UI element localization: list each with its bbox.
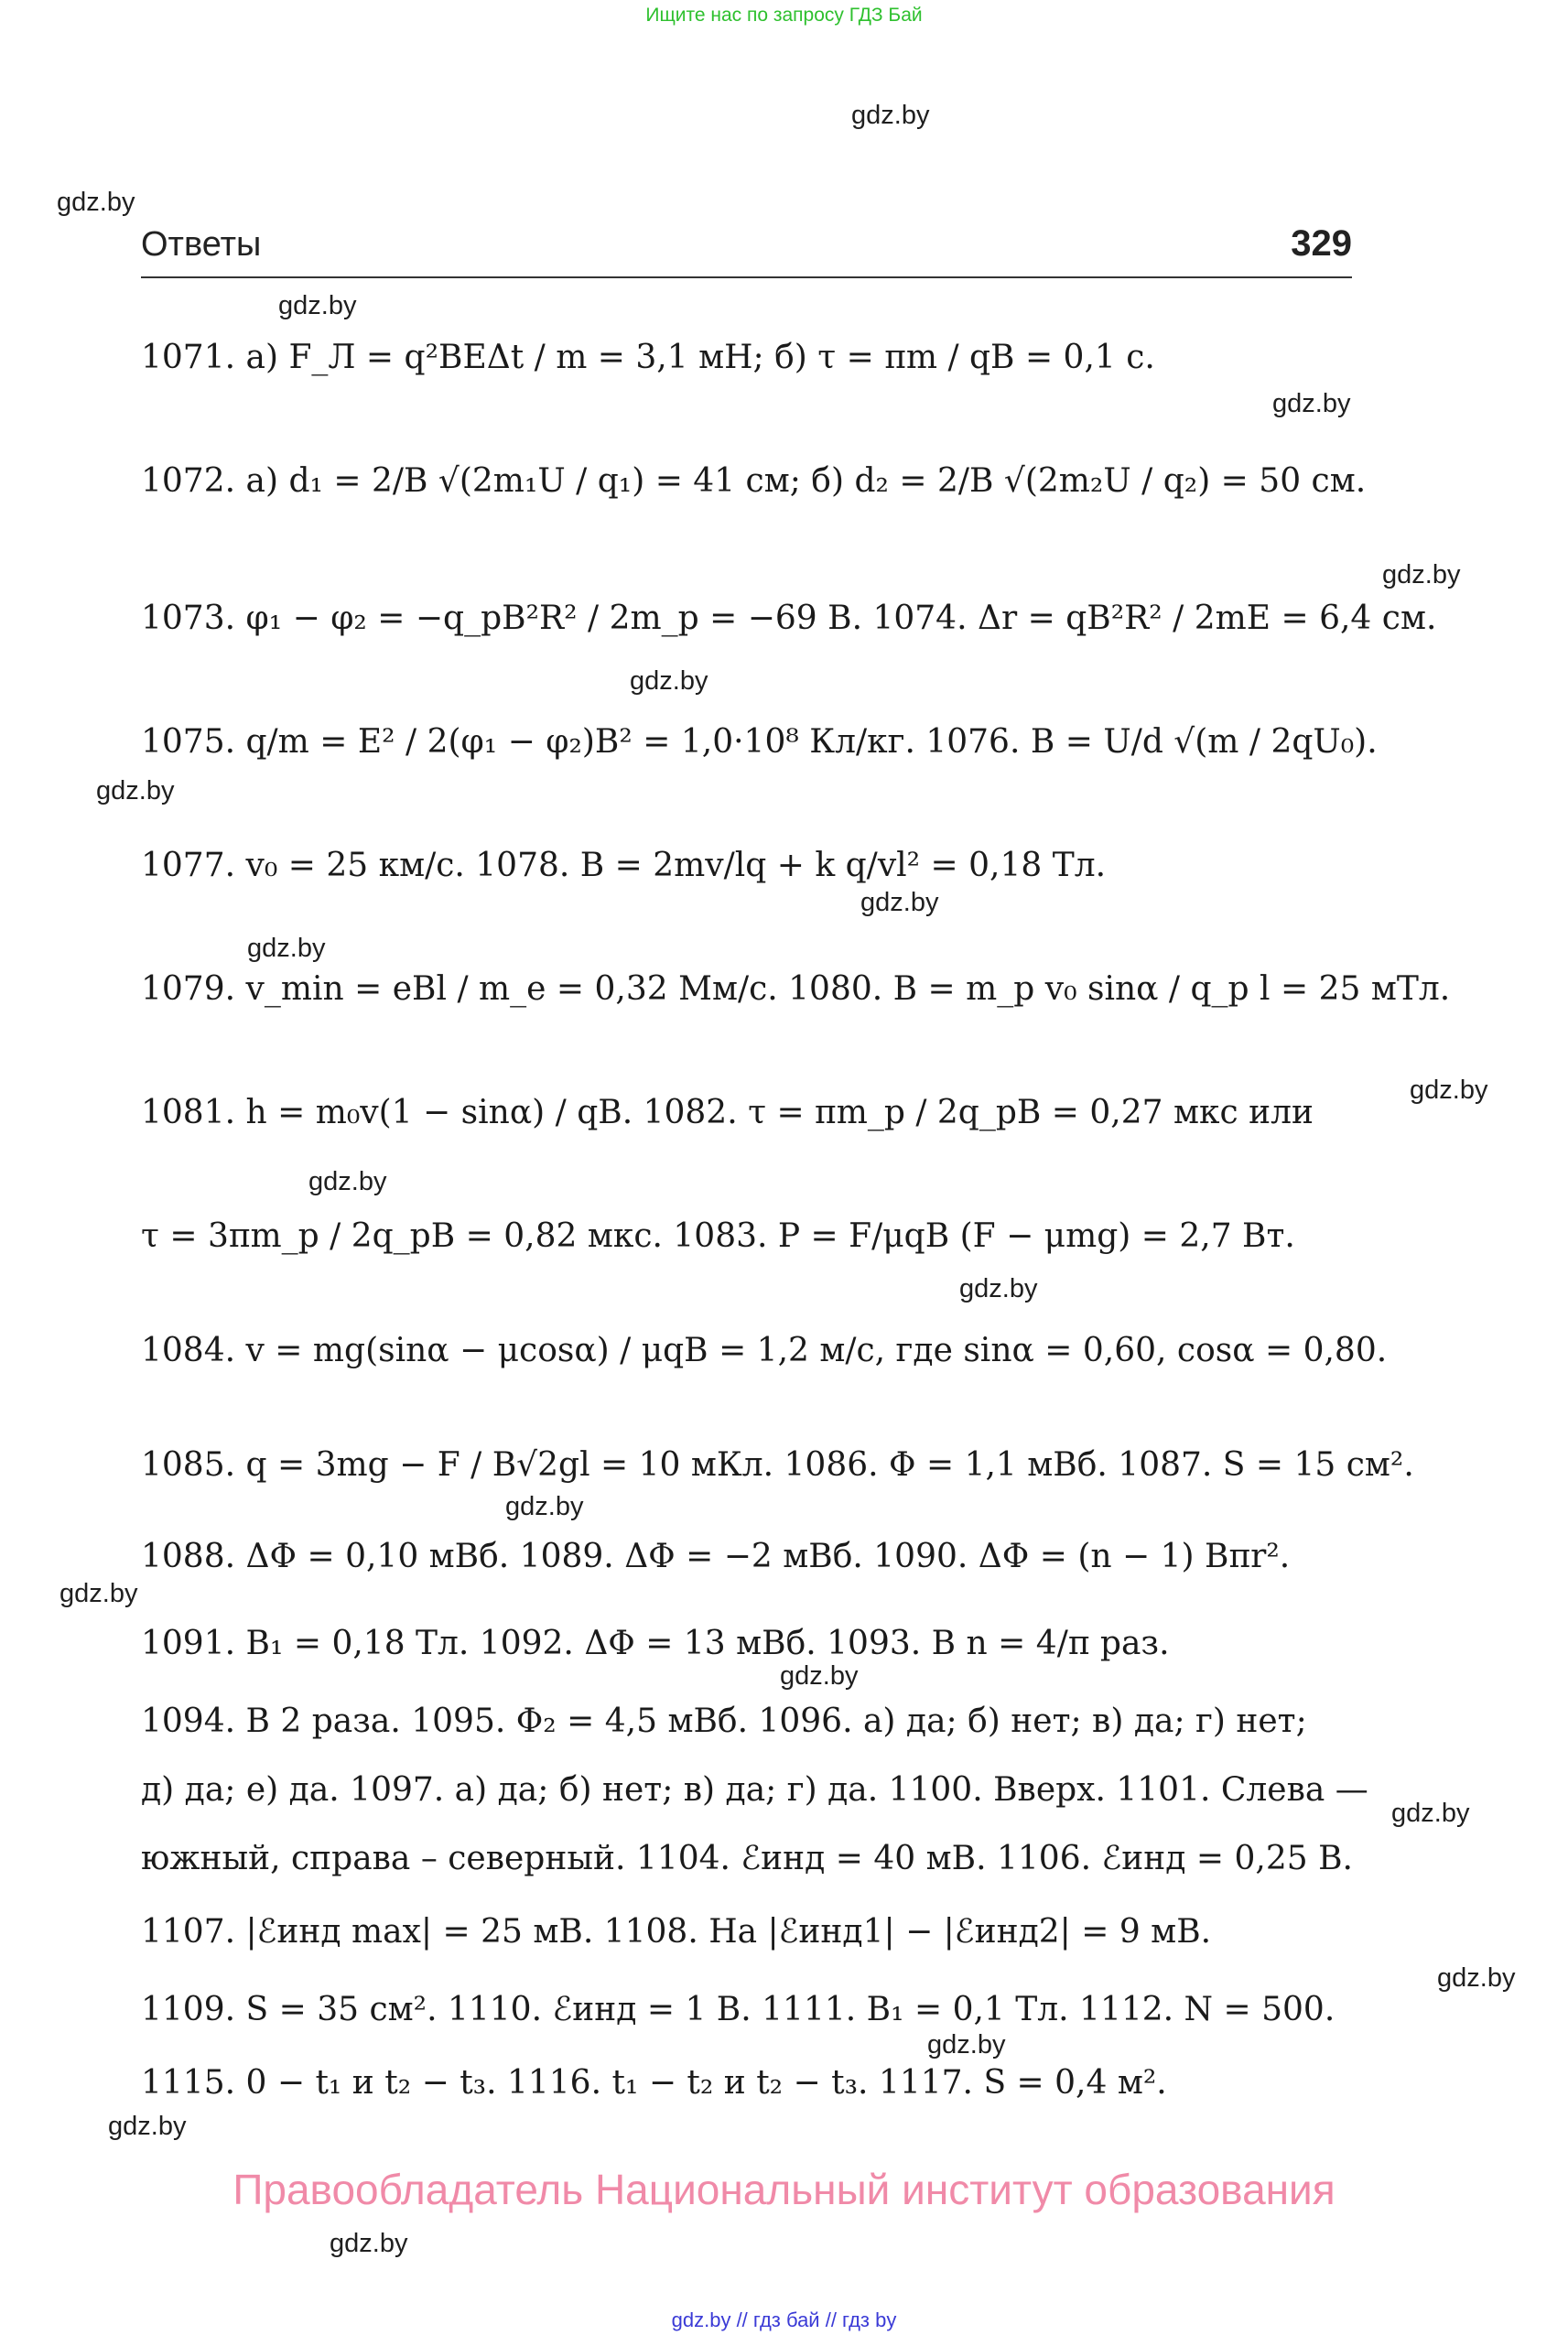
copyright-notice: Правообладатель Национальный институт образования <box>232 2166 1336 2213</box>
answer-line: 1094. В 2 раза. 1095. Φ₂ = 4,5 мВб. 1096. а) да; б) нет; в) да; г) нет; <box>141 1703 1307 1740</box>
watermark: gdz.by <box>630 666 708 696</box>
answer-line: 1107. |ℰинд max| = 25 мВ. 1108. На |ℰинд1| − |ℰинд2| = 9 мВ. <box>141 1913 1212 1951</box>
page-number: 329 <box>1291 223 1352 264</box>
answer-line: 1075. q/m = E² / 2(φ₁ − φ₂)B² = 1,0·10⁸ Кл/кг. 1076. B = U/d √(m / 2qU₀). <box>141 723 1378 761</box>
answer-line: д) да; е) да. 1097. а) да; б) нет; в) да; г) да. 1100. Вверх. 1101. Слева — <box>141 1771 1368 1809</box>
footer-links[interactable]: gdz.by // гдз бай // гдз by <box>671 2308 897 2331</box>
watermark: gdz.by <box>959 1274 1038 1303</box>
watermark: gdz.by <box>780 1661 859 1691</box>
page-title: Ответы <box>141 225 262 264</box>
answer-line: 1072. а) d₁ = 2/B √(2m₁U / q₁) = 41 см; б) d₂ = 2/B √(2m₂U / q₂) = 50 см. <box>141 462 1367 500</box>
answer-line: южный, справа – северный. 1104. ℰинд = 40 мВ. 1106. ℰинд = 0,25 В. <box>141 1840 1353 1877</box>
watermark: gdz.by <box>1391 1799 1470 1828</box>
watermark: gdz.by <box>57 188 135 217</box>
watermark: gdz.by <box>278 291 357 320</box>
answer-line: 1109. S = 35 см². 1110. ℰинд = 1 В. 1111. B₁ = 0,1 Тл. 1112. N = 500. <box>141 1991 1336 2028</box>
answer-line: 1088. ΔΦ = 0,10 мВб. 1089. ΔΦ = −2 мВб. 1090. ΔΦ = (n − 1) Bπr². <box>141 1538 1291 1575</box>
watermark: gdz.by <box>308 1167 387 1196</box>
watermark: gdz.by <box>247 934 326 963</box>
answer-line: 1115. 0 − t₁ и t₂ − t₃. 1116. t₁ − t₂ и t₂ − t₃. 1117. S = 0,4 м². <box>141 2064 1167 2102</box>
header-divider <box>141 276 1352 278</box>
top-banner: Ищите нас по запросу ГДЗ Бай <box>645 5 923 26</box>
answer-line: 1077. v₀ = 25 км/с. 1078. B = 2mv/lq + k q/vl² = 0,18 Тл. <box>141 847 1107 884</box>
watermark: gdz.by <box>1410 1076 1488 1105</box>
watermark: gdz.by <box>927 2030 1006 2060</box>
watermark: gdz.by <box>1382 560 1461 589</box>
answer-line: 1071. а) F_Л = q²BEΔt / m = 3,1 мН; б) τ = πm / qB = 0,1 с. <box>141 339 1155 376</box>
answer-line: 1073. φ₁ − φ₂ = −q_pB²R² / 2m_p = −69 В. 1074. Δr = qB²R² / 2mE = 6,4 см. <box>141 600 1437 637</box>
watermark: gdz.by <box>851 101 930 130</box>
watermark: gdz.by <box>108 2112 187 2141</box>
watermark: gdz.by <box>1437 1963 1516 1993</box>
answer-line: 1085. q = 3mg − F / B√2gl = 10 мКл. 1086. Φ = 1,1 мВб. 1087. S = 15 см². <box>141 1446 1414 1484</box>
watermark: gdz.by <box>505 1492 584 1521</box>
answer-line: 1091. B₁ = 0,18 Тл. 1092. ΔΦ = 13 мВб. 1093. В n = 4/π раз. <box>141 1625 1170 1662</box>
answer-line: 1079. v_min = eBl / m_e = 0,32 Мм/с. 1080. B = m_p v₀ sinα / q_p l = 25 мТл. <box>141 970 1451 1008</box>
answer-line: 1081. h = m₀v(1 − sinα) / qB. 1082. τ = πm_p / 2q_pB = 0,27 мкс или <box>141 1094 1314 1131</box>
watermark: gdz.by <box>860 888 939 917</box>
watermark: gdz.by <box>330 2229 408 2258</box>
answer-line: 1084. v = mg(sinα − μcosα) / μqB = 1,2 м/с, где sinα = 0,60, cosα = 0,80. <box>141 1332 1388 1369</box>
watermark: gdz.by <box>1272 389 1351 418</box>
answer-line: τ = 3πm_p / 2q_pB = 0,82 мкс. 1083. P = F/μqB (F − μmg) = 2,7 Вт. <box>141 1217 1295 1255</box>
watermark: gdz.by <box>59 1579 138 1608</box>
watermark: gdz.by <box>96 776 175 805</box>
